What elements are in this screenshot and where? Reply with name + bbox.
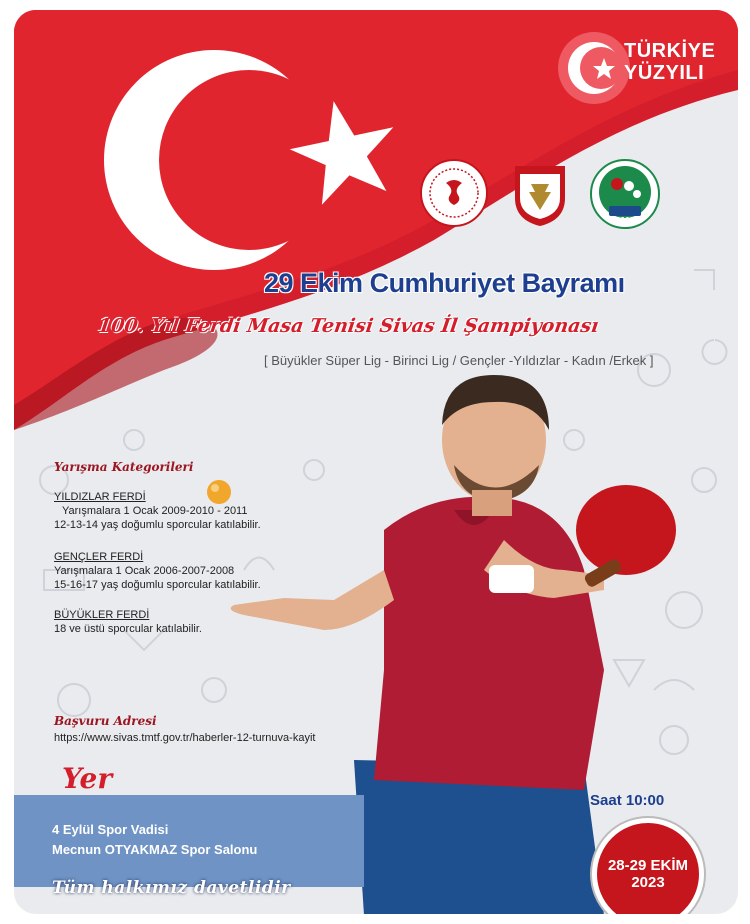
category-title: BÜYÜKLER FERDİ [54, 609, 150, 621]
category-line: Yarışmalara 1 Ocak 2009-2010 - 2011 [62, 505, 248, 517]
category-yildizlar [54, 490, 261, 532]
category-line: Yarışmalara 1 Ocak 2006-2007-2008 [54, 565, 235, 577]
page-subtitle: 100. Yıl Ferdi Masa Tenisi Sivas İl Şampiyonası [96, 315, 601, 337]
venue-text [52, 820, 257, 860]
ministry-logo [419, 158, 489, 228]
venue-line: Mecnun OTYAKMAZ Spor Salonu [52, 842, 258, 857]
venue-heading: Yer [62, 762, 113, 795]
event-date: 28-29 EKİM [607, 857, 689, 874]
page-title: 29 Ekim Cumhuriyet Bayramı [264, 268, 625, 298]
venue-line: 4 Eylül Spor Vadisi [52, 822, 169, 837]
sivas-label: SİVAS VALİLİĞİ [521, 177, 559, 183]
application-url[interactable]: https://www.sivas.tmtf.gov.tr/haberler-12-turnuva-kayit [54, 732, 316, 744]
category-buyukler [54, 608, 202, 636]
invitation-text: Tüm halkımız davetlidir [52, 878, 291, 898]
application-heading: Başvuru Adresi [54, 714, 157, 728]
category-line: 18 ve üstü sporcular katılabilir. [54, 623, 202, 635]
category-title: GENÇLER FERDİ [54, 551, 144, 563]
category-gencler [54, 550, 261, 592]
league-categories: [ Büyükler Süper Lig - Birinci Lig / Gençler -Yıldızlar - Kadın /Erkek ] [264, 353, 654, 368]
event-year: 2023 [631, 874, 665, 891]
event-time: Saat 10:00 [590, 792, 665, 809]
category-line: 12-13-14 yaş doğumlu sporcular katılabilir. [54, 519, 261, 531]
category-title: YILDIZLAR FERDİ [54, 491, 146, 503]
competition-heading: Yarışma Kategorileri [54, 460, 194, 474]
category-line: 15-16-17 yaş doğumlu sporcular katılabilir. [54, 579, 261, 591]
club-year: 1966 [616, 216, 634, 225]
event-poster [14, 10, 738, 914]
turkiye-yuzyili-text: TÜRKİYE YÜZYILI [624, 40, 716, 84]
sivas-valiligi-logo [511, 158, 569, 228]
